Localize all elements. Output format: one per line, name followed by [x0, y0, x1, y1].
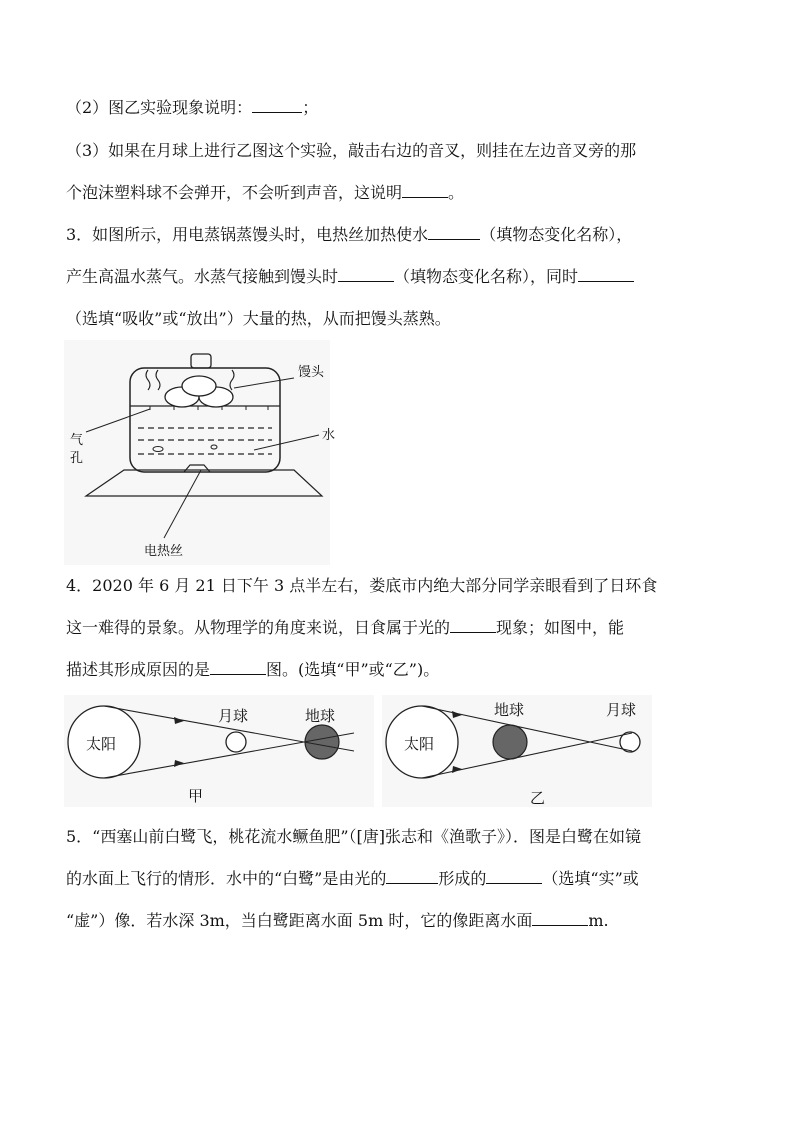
- label-mantou: 馒头: [298, 365, 325, 380]
- q2-sub3-line2: [66, 183, 464, 203]
- answer-blank[interactable]: [386, 869, 438, 884]
- q4-text-tail: 现象；如图中，能: [496, 618, 625, 637]
- q2-sub2-line: [66, 98, 318, 118]
- answer-blank[interactable]: [338, 267, 394, 282]
- answer-blank[interactable]: [210, 660, 266, 675]
- eclipse-figure-b: [382, 695, 652, 807]
- label-moon: 月球: [218, 707, 249, 725]
- caption-jia: 甲: [188, 787, 204, 805]
- q4-line1: 4．2020 年 6 月 21 日下午 3 点半左右，娄底市内绝大部分同学亲眼看到了日环食: [66, 576, 658, 595]
- q5-text-tail: （选填“实”或: [542, 869, 639, 888]
- label-heating-wire: 电热丝: [144, 544, 184, 559]
- caption-yi: 乙: [530, 789, 546, 807]
- q3-line3: （选填“吸收”或“放出”）大量的热，从而把馒头蒸熟。: [66, 309, 451, 328]
- q3-text: 产生高温水蒸气。水蒸气接触到馒头时: [66, 267, 339, 286]
- q2-sub2-tail: ；: [302, 98, 319, 117]
- steamer-figure: [64, 340, 336, 565]
- q3-text: （填物态变化名称），同时: [394, 267, 579, 286]
- q4-line3: [66, 660, 439, 680]
- answer-blank[interactable]: [450, 618, 496, 633]
- q5-text-tail: m.: [588, 911, 609, 930]
- label-air-hole-2: 孔: [70, 451, 84, 466]
- answer-blank[interactable]: [428, 225, 480, 240]
- q5-line1: 5．“西塞山前白鹭飞，桃花流水鳜鱼肥”（[唐]张志和《渔歌子》）．图是白鹭在如镜: [66, 827, 642, 846]
- label-sun: 太阳: [86, 735, 117, 753]
- q2-sub3-tail: 。: [448, 183, 465, 202]
- q5-line2: [66, 869, 639, 889]
- answer-blank[interactable]: [486, 869, 542, 884]
- q4-text: 描述其形成原因的是: [66, 660, 211, 679]
- q3-line2: [66, 267, 634, 287]
- q3-text-tail: （填物态变化名称），: [480, 225, 633, 244]
- label-moon: 月球: [606, 701, 637, 719]
- q3-text: 3．如图所示，用电蒸锅蒸馒头时，电热丝加热使水: [66, 225, 429, 244]
- answer-blank[interactable]: [578, 267, 634, 282]
- answer-blank[interactable]: [402, 183, 448, 198]
- moon-circle: [226, 732, 246, 752]
- label-water: 水: [322, 428, 336, 443]
- q4-text: 这一难得的景象。从物理学的角度来说，日食属于光的: [66, 618, 451, 637]
- q5-text: 形成的: [438, 869, 487, 888]
- q5-text: “虚”）像．若水深 3m，当白鹭距离水面 5m 时，它的像距离水面: [66, 911, 533, 930]
- answer-blank[interactable]: [252, 98, 302, 113]
- answer-blank[interactable]: [532, 911, 588, 926]
- earth-circle: [493, 725, 527, 759]
- q2-sub2-text: （2）图乙实验现象说明：: [66, 98, 253, 117]
- q2-sub3-text: 个泡沫塑料球不会弹开，不会听到声音，这说明: [66, 183, 403, 202]
- q4-line2: [66, 618, 624, 638]
- eclipse-figure-a: [64, 695, 374, 807]
- label-sun: 太阳: [404, 735, 435, 753]
- q4-text-tail: 图。(选填“甲”或“乙”)。: [266, 660, 440, 679]
- q5-line3: [66, 911, 609, 931]
- label-air-hole-1: 气: [70, 433, 84, 448]
- q5-text: 的水面上飞行的情形．水中的“白鹭”是由光的: [66, 869, 387, 888]
- label-earth: 地球: [305, 707, 336, 725]
- q3-line1: [66, 225, 632, 245]
- q2-sub3-line1: （3）如果在月球上进行乙图这个实验，敲击右边的音叉，则挂在左边音叉旁的那: [66, 141, 637, 160]
- earth-circle: [305, 725, 339, 759]
- label-earth: 地球: [494, 701, 525, 719]
